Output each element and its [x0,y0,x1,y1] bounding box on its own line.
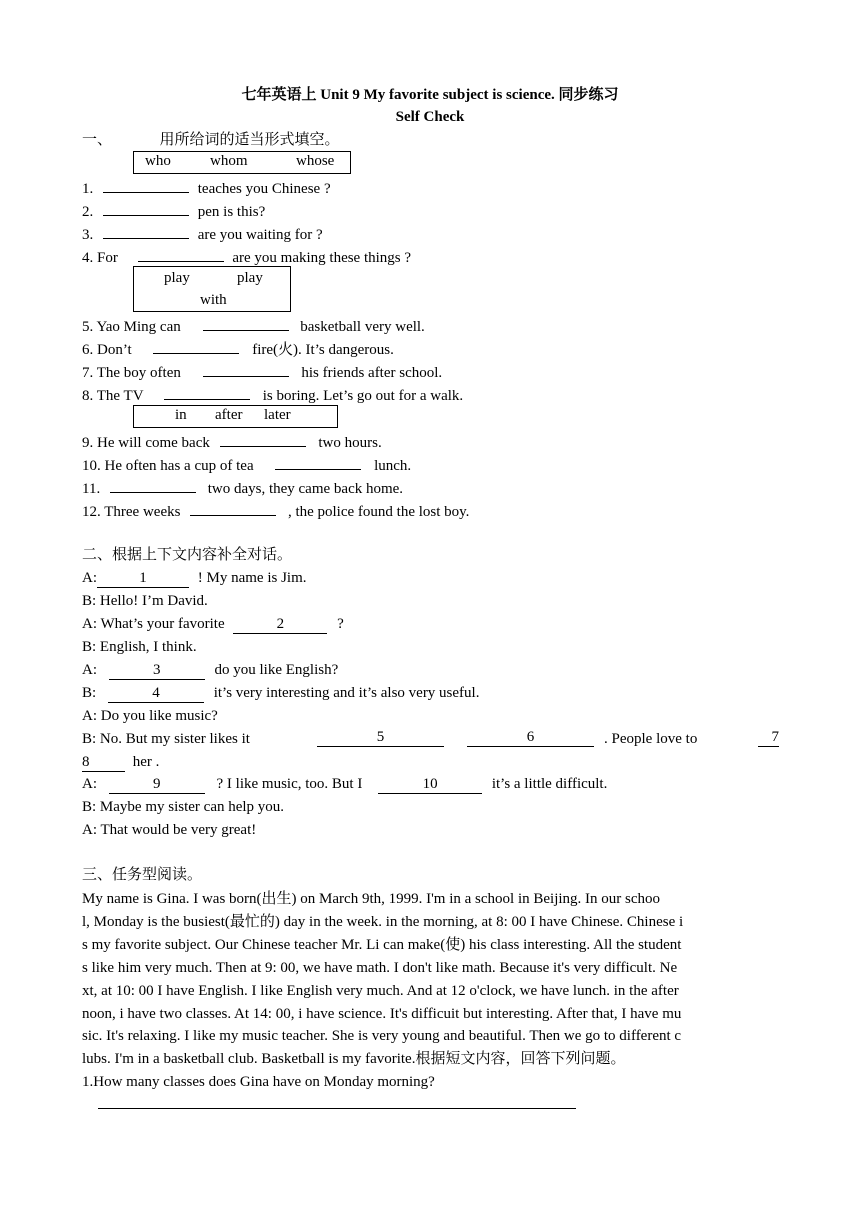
answer-blank[interactable] [220,431,306,447]
dialogue-text: B: No. But my sister likes it [82,731,250,747]
word-box-3-word: after [215,407,243,423]
question-1 [82,177,331,199]
answer-blank[interactable] [153,338,239,354]
question-text: two hours. [318,435,382,451]
dialogue-line-6 [82,683,479,703]
answer-blank[interactable] [103,200,189,216]
page-subtitle: Self Check [395,109,465,125]
question-text: 4. For [82,250,118,266]
question-text: his friends after school. [301,365,443,381]
word-box-2 [133,266,291,312]
word-box-1-word: whose [296,153,335,169]
question-number: 2. [82,204,94,220]
speaker-label: A: [82,662,97,678]
passage-line: lubs. I'm in a basketball club. Basketball is my favorite.根据短文内容，回答下列问题。 [82,1051,626,1068]
section1-heading [82,130,340,150]
answer-blank[interactable] [203,361,289,377]
dialogue-text: . People love to [604,731,698,747]
dialogue-line-3 [82,614,344,634]
question-text: two days, they came back home. [207,481,404,497]
question-11 [82,477,403,499]
question-text: fire(火). It’s dangerous. [252,342,394,358]
dialogue-text: ? I like music, too. But I [216,776,363,792]
question-text: is boring. Let’s go out for a walk. [262,388,464,404]
answer-blank[interactable] [103,223,189,239]
dialogue-blank-6[interactable]: 6 [467,729,594,747]
question-9 [82,431,382,453]
answer-blank[interactable] [190,500,276,516]
passage-line: s like him very much. Then at 9: 00, we have math. I don't like math. Because it's very difficult. Ne [82,959,678,976]
question-text: teaches you Chinese ? [197,181,331,197]
dialogue-blank-8[interactable]: 8 [82,754,125,772]
section1-heading-num: 一、 [82,132,113,148]
word-box-3-word: in [175,407,187,423]
question-text: 9. He will come back [82,435,210,451]
dialogue-line-5 [82,660,338,680]
section1-heading-text: 用所给词的适当形式填空。 [159,132,340,148]
dialogue-line-11: B: Maybe my sister can help you. [82,799,285,815]
answer-line[interactable] [98,1108,576,1109]
dialogue-text: her . [132,754,160,770]
question-text: are you waiting for ? [197,227,323,243]
word-box-3 [133,405,338,428]
question-text: 8. The TV [82,388,144,404]
dialogue-line-8 [82,729,779,749]
passage-line: l, Monday is the busiest(最忙的) day in the week. in the morning, at 8: 00 I have Chinese. Chinese i [82,913,684,930]
dialogue-blank-4[interactable]: 4 [108,685,204,703]
question-text: 11. [82,481,101,497]
dialogue-text: ! My name is Jim. [197,570,307,586]
dialogue-text: it’s very interesting and it’s also very useful. [213,685,480,701]
question-12 [82,500,469,522]
question-text: are you making these things ? [232,250,412,266]
passage-line: sic. It's relaxing. I like my music teacher. She is very young and beautiful. Then we go to different c [82,1028,682,1045]
reading-passage [82,888,779,1071]
dialogue-text: ? [337,616,344,632]
question-text: lunch. [374,458,412,474]
word-box-1-word: who [145,153,171,169]
question-10 [82,454,411,476]
word-box-3-word: later [264,407,291,423]
word-box-2-word: with [200,292,227,308]
passage-line: My name is Gina. I was born(出生) on March 9th, 1999. I'm in a school in Beijing. In our schoo [82,891,661,907]
answer-blank[interactable] [275,454,361,470]
dialogue-text: it’s a little difficult. [491,776,608,792]
question-2 [82,200,265,222]
dialogue-blank-3[interactable]: 3 [109,662,205,680]
question-6 [82,338,394,360]
dialogue-blank-2[interactable]: 2 [233,616,327,634]
dialogue-line-4: B: English, I think. [82,639,197,655]
question-text: , the police found the lost boy. [287,504,470,520]
dialogue-line-7: A: Do you like music? [82,708,218,724]
question-8 [82,384,463,406]
dialogue-text: A: What’s your favorite [82,616,225,632]
question-text: 5. Yao Ming can [82,319,181,335]
dialogue-blank-1[interactable]: 1 [97,570,189,588]
question-text: pen is this? [197,204,266,220]
speaker-label: B: [82,685,97,701]
word-box-1 [133,151,351,174]
question-text: 10. He often has a cup of tea [82,458,254,474]
question-number: 3. [82,227,94,243]
passage-line: s my favorite subject. Our Chinese teacher Mr. Li can make(使) his class interesting. All the student [82,936,682,953]
dialogue-line-10 [82,774,607,794]
question-text: 6. Don’t [82,342,132,358]
question-7 [82,361,442,383]
dialogue-line-1 [82,568,307,588]
passage-line: xt, at 10: 00 I have English. I like English very much. And at 12 o'clock, we have lunch. in the after [82,982,679,999]
section3-heading: 三、任务型阅读。 [82,867,203,883]
speaker-label: A: [82,570,97,586]
word-box-2-word: play [237,270,263,286]
dialogue-blank-7[interactable]: 7 [758,729,779,747]
dialogue-blank-10[interactable]: 10 [378,776,482,794]
question-5 [82,315,425,337]
word-box-1-word: whom [210,153,248,169]
page-title: 七年英语上 Unit 9 My favorite subject is science. 同步练习 [241,87,619,103]
word-box-2-word: play [164,270,190,286]
dialogue-text: do you like English? [214,662,339,678]
question-text: 7. The boy often [82,365,181,381]
question-text: basketball very well. [300,319,425,335]
section2-heading: 二、根据上下文内容补全对话。 [82,547,293,563]
answer-blank[interactable] [110,477,196,493]
question-4 [82,246,411,268]
speaker-label: A: [82,776,97,792]
dialogue-line-2: B: Hello! I’m David. [82,593,208,609]
question-text: 12. Three weeks [82,504,181,520]
dialogue-line-12: A: That would be very great! [82,822,257,838]
question-3 [82,223,323,245]
answer-blank[interactable] [103,177,189,193]
dialogue-line-9 [82,752,159,772]
question-number: 1. [82,181,94,197]
passage-line: noon, i have two classes. At 14: 00, i have science. It's difficuit but interesting. After that, I have mu [82,1005,682,1022]
dialogue-blank-5[interactable]: 5 [317,729,444,747]
answer-blank[interactable] [203,315,289,331]
answer-blank[interactable] [138,246,224,262]
reading-question-1: 1.How many classes does Gina have on Monday morning? [82,1074,435,1090]
answer-blank[interactable] [164,384,250,400]
dialogue-blank-9[interactable]: 9 [109,776,205,794]
